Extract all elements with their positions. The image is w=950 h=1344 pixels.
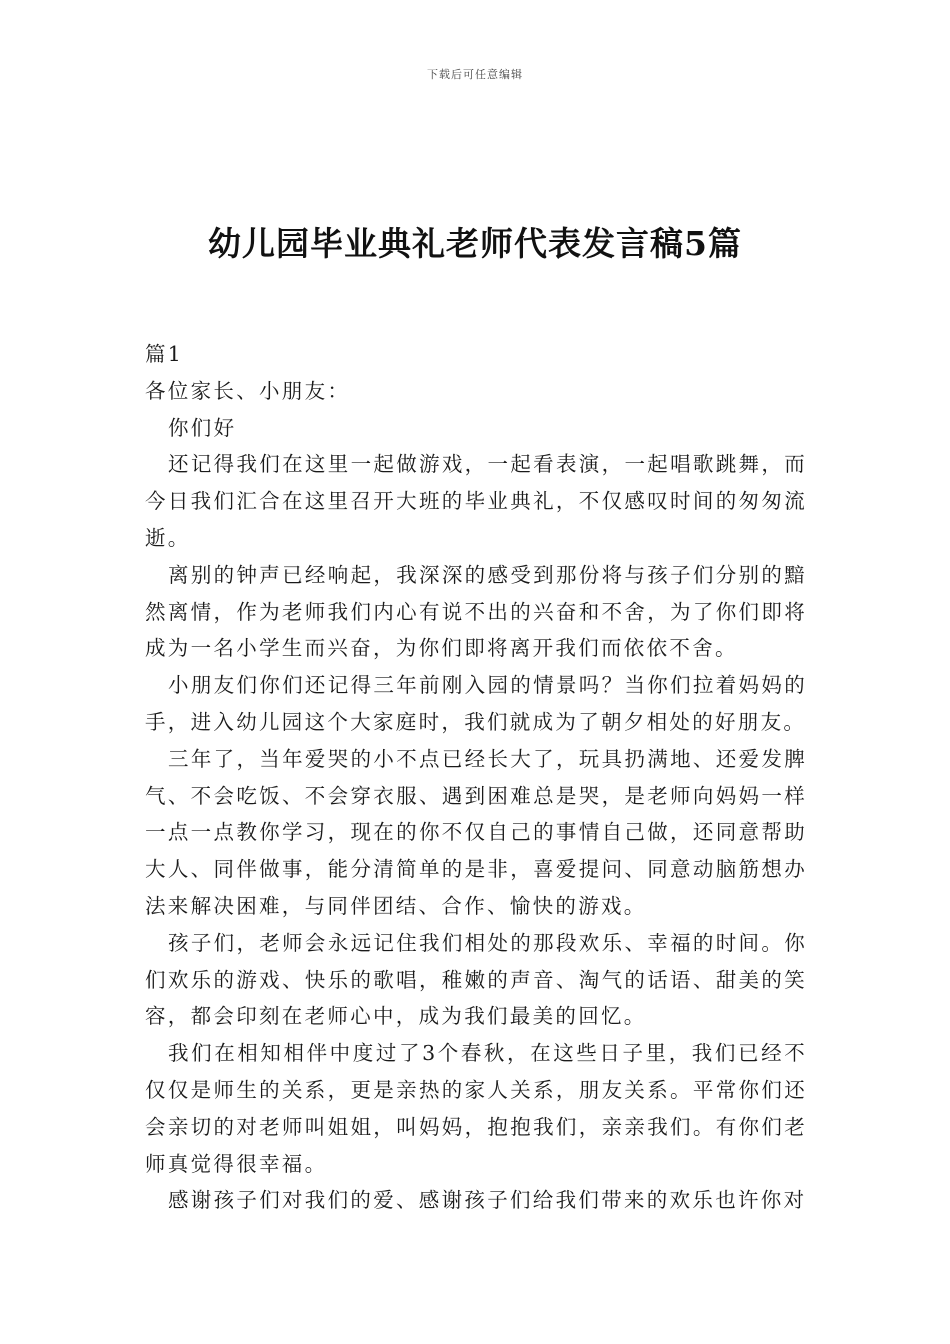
body-paragraph: 三年了，当年爱哭的小不点已经长大了，玩具扔满地、还爱发脾气、不会吃饭、不会穿衣服、遇到困难总是哭，是老师向妈妈一样一点一点教你学习，现在的你不仅自己的事情自己做，还同意帮助大人、同伴做事，能分清简单的是非，喜爱提问、同意动脑筋想办法来解决困难，与同伴团结、合作、愉快的游戏。: [145, 746, 807, 918]
salutation: 各位家长、小朋友：: [145, 378, 351, 403]
section-label: 篇1: [145, 342, 184, 366]
document-body: [145, 336, 807, 1219]
body-paragraph: 还记得我们在这里一起做游戏，一起看表演，一起唱歌跳舞，而今日我们汇合在这里召开大班的毕业典礼，不仅感叹时间的匆匆流逝。: [145, 452, 807, 550]
body-paragraph: 小朋友们你们还记得三年前刚入园的情景吗？当你们拉着妈妈的手，进入幼儿园这个大家庭时，我们就成为了朝夕相处的好朋友。: [145, 673, 807, 734]
header-note: 下载后可任意编辑: [427, 68, 523, 81]
body-paragraph: 我们在相知相伴中度过了3个春秋，在这些日子里，我们已经不仅仅是师生的关系，更是亲热的家人关系，朋友关系。平常你们还会亲切的对老师叫姐姐，叫妈妈，抱抱我们，亲亲我们。有你们老师真觉得很幸福。: [145, 1041, 807, 1176]
body-paragraph: 孩子们，老师会永远记住我们相处的那段欢乐、幸福的时间。你们欢乐的游戏、快乐的歌唱，稚嫩的声音、淘气的话语、甜美的笑容，都会印刻在老师心中，成为我们最美的回忆。: [145, 930, 807, 1029]
body-paragraph: 感谢孩子们对我们的爱、感谢孩子们给我们带来的欢乐也许你对: [168, 1188, 807, 1213]
body-paragraph: 离别的钟声已经响起，我深深的感受到那份将与孩子们分别的黯然离情，作为老师我们内心有说不出的兴奋和不舍，为了你们即将成为一名小学生而兴奋，为你们即将离开我们而依依不舍。: [145, 562, 807, 661]
document-title: 幼儿园毕业典礼老师代表发言稿5篇: [208, 224, 742, 263]
body-paragraph: 你们好: [168, 415, 237, 440]
